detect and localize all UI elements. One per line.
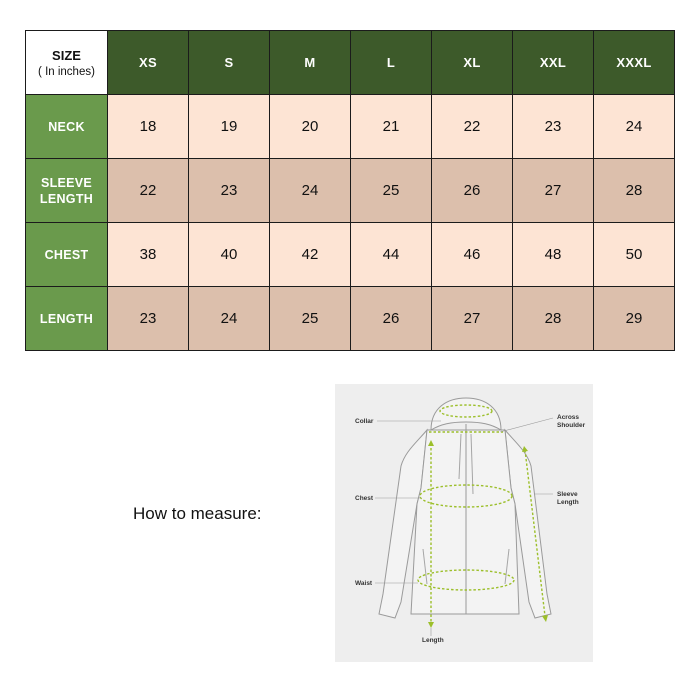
table-cell: 25: [270, 287, 351, 351]
table-cell: 23: [189, 159, 270, 223]
size-header-row: [26, 31, 675, 95]
row-label-text: LENGTH: [39, 311, 94, 326]
label-across-shoulder-line2: Shoulder: [557, 422, 586, 429]
hoodie-illustration: [335, 384, 593, 662]
table-cell: 29: [594, 287, 675, 351]
table-cell: 24: [594, 95, 675, 159]
table-row-length: [26, 287, 675, 351]
table-cell: 19: [189, 95, 270, 159]
size-header-xxxl: XXXL: [594, 31, 675, 95]
size-corner-unit: ( In inches): [38, 65, 95, 78]
table-cell: 28: [594, 159, 675, 223]
table-cell: 50: [594, 223, 675, 287]
label-length: Length: [422, 637, 444, 644]
table-cell: 48: [513, 223, 594, 287]
table-cell: 23: [108, 287, 189, 351]
table-cell: 24: [270, 159, 351, 223]
label-chest: Chest: [355, 495, 374, 502]
label-sleeve-length-line2: Length: [557, 499, 579, 506]
row-label-text: SLEEVE: [40, 175, 93, 190]
row-label-neck: [26, 95, 108, 159]
size-header-xs: XS: [108, 31, 189, 95]
size-chart-table: [25, 30, 675, 351]
table-cell: 26: [351, 287, 432, 351]
table-cell: 27: [432, 287, 513, 351]
label-waist: Waist: [355, 580, 373, 587]
arrow-icon: [428, 622, 434, 628]
label-sleeve-length-line1: Sleeve: [557, 491, 578, 498]
table-row-neck: [26, 95, 675, 159]
table-cell: 42: [270, 223, 351, 287]
table-cell: 21: [351, 95, 432, 159]
arrow-icon: [522, 446, 528, 452]
table-cell: 22: [108, 159, 189, 223]
size-header-xxl: XXL: [513, 31, 594, 95]
size-header-s: S: [189, 31, 270, 95]
size-corner-title: SIZE: [52, 47, 81, 63]
table-cell: 28: [513, 287, 594, 351]
table-cell: 24: [189, 287, 270, 351]
table-cell: 40: [189, 223, 270, 287]
size-corner-cell: [26, 31, 108, 95]
row-label-sleeve-length: [26, 159, 108, 223]
row-label-length: [26, 287, 108, 351]
table-cell: 20: [270, 95, 351, 159]
row-label-chest: [26, 223, 108, 287]
arrow-icon: [542, 615, 548, 622]
leader-line: [500, 418, 553, 432]
row-label-text: NECK: [48, 119, 85, 134]
table-cell: 26: [432, 159, 513, 223]
table-cell: 27: [513, 159, 594, 223]
table-cell: 46: [432, 223, 513, 287]
size-header-m: M: [270, 31, 351, 95]
table-cell: 44: [351, 223, 432, 287]
table-cell: 22: [432, 95, 513, 159]
label-across-shoulder-line1: Across: [557, 414, 580, 421]
row-label-text: LENGTH: [39, 191, 94, 206]
how-to-measure-label: How to measure:: [133, 504, 262, 523]
table-row-sleeve-length: [26, 159, 675, 223]
table-row-chest: [26, 223, 675, 287]
label-collar: Collar: [355, 418, 374, 425]
table-cell: 23: [513, 95, 594, 159]
row-label-text: CHEST: [44, 247, 89, 262]
measurement-diagram: [335, 384, 593, 662]
size-header-l: L: [351, 31, 432, 95]
table-cell: 38: [108, 223, 189, 287]
table-cell: 25: [351, 159, 432, 223]
table-cell: 18: [108, 95, 189, 159]
size-header-xl: XL: [432, 31, 513, 95]
